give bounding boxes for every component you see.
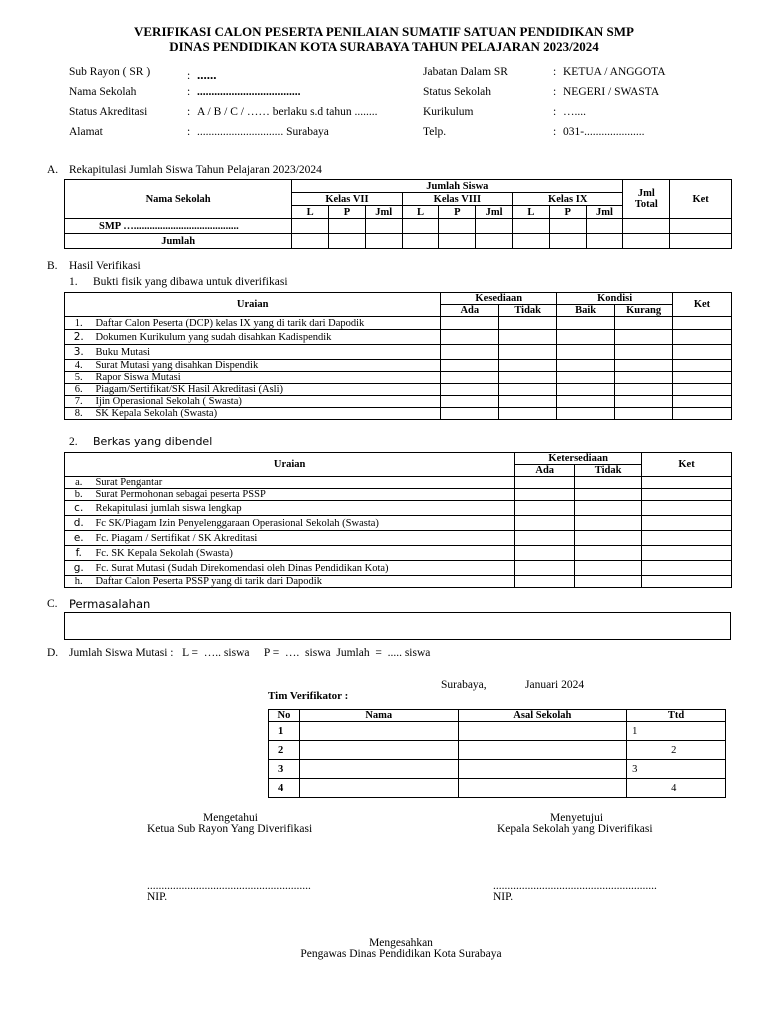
table-row: [269, 741, 726, 760]
title-line-2: DINAS PENDIDIKAN KOTA SURABAYA TAHUN PELAJARAN 2023/2024: [169, 39, 599, 54]
cell[interactable]: [292, 234, 329, 249]
cell[interactable]: [575, 501, 642, 516]
row-letter: c.: [65, 501, 93, 516]
cell[interactable]: [549, 219, 586, 234]
section-c-title: Permasalahan: [69, 597, 151, 611]
cell[interactable]: [365, 219, 402, 234]
col-p: P: [439, 206, 476, 219]
row-no: 2: [269, 741, 300, 760]
permasalahan-box[interactable]: [64, 612, 731, 640]
row-letter: d.: [65, 516, 93, 531]
cell[interactable]: [615, 408, 673, 420]
row-no: 1: [269, 722, 300, 741]
row-letter: h.: [65, 576, 93, 588]
cell[interactable]: [575, 477, 642, 489]
info-colon: :: [187, 106, 191, 118]
row-letter: a.: [65, 477, 93, 489]
status-akreditasi-value: A / B / C / …… berlaku s.d tahun ........: [197, 106, 378, 118]
cell[interactable]: [292, 219, 329, 234]
row-no: 4: [269, 779, 300, 798]
table-row: [65, 576, 732, 588]
row-text: Surat Mutasi yang disahkan Dispendik: [92, 360, 440, 372]
pengawas-label: Pengawas Dinas Pendidikan Kota Surabaya: [300, 948, 502, 960]
cell[interactable]: [513, 219, 550, 234]
subsection-2-number: 2.: [69, 436, 78, 448]
table-row: [65, 516, 732, 531]
col-nama: Nama: [299, 710, 458, 722]
section-b-letter: B.: [47, 260, 58, 272]
cell[interactable]: [557, 345, 615, 360]
col-ada: Ada: [441, 305, 499, 317]
col-ket: Ket: [670, 180, 732, 219]
cell[interactable]: [575, 516, 642, 531]
subsection-1-title: Bukti fisik yang dibawa untuk diverifikasi: [93, 276, 288, 288]
cell[interactable]: [441, 396, 499, 408]
cell[interactable]: [402, 234, 439, 249]
col-tidak: Tidak: [499, 305, 557, 317]
info-label: Kurikulum: [423, 106, 474, 118]
asal-sekolah-cell[interactable]: [458, 760, 627, 779]
row-jumlah-label: Jumlah: [65, 234, 292, 249]
info-colon: :: [187, 70, 191, 82]
cell[interactable]: [515, 501, 575, 516]
cell[interactable]: [515, 531, 575, 546]
table-row: [65, 408, 732, 420]
row-text: Daftar Calon Peserta PSSP yang di tarik dari Dapodik: [92, 576, 514, 588]
cell[interactable]: [575, 546, 642, 561]
cell[interactable]: [615, 360, 673, 372]
col-l: L: [292, 206, 329, 219]
cell[interactable]: [441, 384, 499, 396]
table-row: [65, 546, 732, 561]
col-ketersediaan: Ketersediaan: [515, 453, 642, 465]
cell[interactable]: [623, 234, 670, 249]
row-text: Fc. Piagam / Sertifikat / SK Akreditasi: [92, 531, 514, 546]
row-text: Dokumen Kurikulum yang sudah disahkan Kadispendik: [92, 330, 440, 345]
info-colon: :: [553, 106, 557, 118]
tim-verifikator-title: Tim Verifikator :: [268, 690, 349, 702]
cell[interactable]: [515, 477, 575, 489]
cell[interactable]: [515, 516, 575, 531]
col-tidak: Tidak: [575, 465, 642, 477]
cell[interactable]: [439, 234, 476, 249]
table-row: [269, 779, 726, 798]
row-letter: e.: [65, 531, 93, 546]
cell[interactable]: [673, 408, 732, 420]
cell[interactable]: [439, 219, 476, 234]
section-b-title: Hasil Verifikasi: [69, 260, 141, 272]
row-number: 6.: [65, 384, 93, 396]
col-jumlah-siswa: Jumlah Siswa: [292, 180, 623, 193]
cell[interactable]: [642, 516, 732, 531]
cell[interactable]: [515, 576, 575, 588]
section-a-letter: A.: [47, 164, 59, 176]
col-jml-total: Jml Total: [623, 180, 670, 219]
cell[interactable]: [557, 384, 615, 396]
col-l: L: [513, 206, 550, 219]
ketua-sub-rayon-label: Ketua Sub Rayon Yang Diverifikasi: [147, 823, 313, 835]
nama-cell[interactable]: [299, 760, 458, 779]
sub-rayon-value: ......: [197, 67, 217, 82]
cell[interactable]: [557, 360, 615, 372]
right-nip: NIP.: [493, 891, 514, 903]
cell[interactable]: [670, 234, 732, 249]
status-sekolah-value: NEGERI / SWASTA: [563, 86, 660, 98]
row-text: Fc. SK Kepala Sekolah (Swasta): [92, 546, 514, 561]
row-number: 3.: [65, 345, 93, 360]
col-p: P: [329, 206, 366, 219]
mengesahkan-label: Mengesahkan: [369, 937, 433, 949]
cell[interactable]: [557, 408, 615, 420]
table-row: [65, 501, 732, 516]
row-letter: f.: [65, 546, 93, 561]
nama-cell[interactable]: [299, 722, 458, 741]
col-uraian: Uraian: [65, 293, 441, 317]
cell[interactable]: [575, 531, 642, 546]
section-d-letter: D.: [47, 647, 59, 659]
info-colon: :: [187, 126, 191, 138]
nama-cell[interactable]: [299, 779, 458, 798]
cell[interactable]: [557, 396, 615, 408]
info-label: Nama Sekolah: [69, 86, 137, 98]
info-label: Jabatan Dalam SR: [423, 66, 508, 78]
col-kesediaan: Kesediaan: [441, 293, 557, 305]
cell[interactable]: [499, 345, 557, 360]
cell[interactable]: [673, 330, 732, 345]
cell[interactable]: [549, 234, 586, 249]
cell[interactable]: [515, 546, 575, 561]
cell[interactable]: [642, 501, 732, 516]
col-nama-sekolah: Nama Sekolah: [65, 180, 292, 219]
cell[interactable]: [557, 372, 615, 384]
asal-sekolah-cell[interactable]: [458, 741, 627, 760]
ttd-cell[interactable]: 2: [627, 741, 726, 760]
section-a-title: Rekapitulasi Jumlah Siswa Tahun Pelajaran 2023/2024: [69, 164, 322, 176]
info-label: Sub Rayon ( SR ): [69, 66, 151, 78]
cell[interactable]: [575, 576, 642, 588]
cell[interactable]: [673, 345, 732, 360]
table-row: [65, 561, 732, 576]
cell[interactable]: [673, 372, 732, 384]
cell[interactable]: [441, 330, 499, 345]
col-p: P: [549, 206, 586, 219]
signing-date: Januari 2024: [525, 679, 585, 691]
col-ket: Ket: [673, 293, 732, 317]
cell[interactable]: [642, 561, 732, 576]
info-colon: :: [553, 86, 557, 98]
ttd-cell[interactable]: 1: [627, 722, 726, 741]
kurikulum-value: …....: [563, 106, 586, 118]
col-jml: Jml: [476, 206, 513, 219]
cell[interactable]: [673, 384, 732, 396]
kepala-sekolah-label: Kepala Sekolah yang Diverifikasi: [497, 823, 653, 835]
row-letter: b.: [65, 489, 93, 501]
col-uraian: Uraian: [65, 453, 515, 477]
col-ttd: Ttd: [627, 710, 726, 722]
row-text: Rekapitulasi jumlah siswa lengkap: [92, 501, 514, 516]
asal-sekolah-cell[interactable]: [458, 722, 627, 741]
row-text: SK Kepala Sekolah (Swasta): [92, 408, 440, 420]
cell[interactable]: [615, 384, 673, 396]
cell[interactable]: [513, 234, 550, 249]
ttd-cell[interactable]: 4: [627, 779, 726, 798]
cell[interactable]: [476, 234, 513, 249]
alamat-value: .............................. Surabaya: [197, 126, 329, 138]
table-row: [65, 531, 732, 546]
cell[interactable]: [673, 396, 732, 408]
info-colon: :: [187, 86, 191, 98]
col-kondisi: Kondisi: [557, 293, 673, 305]
left-signature-line: .........................................................: [147, 880, 311, 892]
row-number: 1.: [65, 317, 93, 330]
cell[interactable]: [441, 408, 499, 420]
subsection-1-number: 1.: [69, 276, 78, 288]
berkas-table: [64, 452, 732, 588]
table-row: [65, 477, 732, 489]
cell[interactable]: [441, 360, 499, 372]
cell[interactable]: [642, 531, 732, 546]
cell[interactable]: [499, 360, 557, 372]
table-row: [65, 360, 732, 372]
col-no: No: [269, 710, 300, 722]
cell[interactable]: [365, 234, 402, 249]
cell[interactable]: [402, 219, 439, 234]
cell[interactable]: [557, 317, 615, 330]
table-row: [65, 317, 732, 330]
subsection-2-title: Berkas yang dibendel: [93, 435, 213, 448]
telp-value: 031-.....................: [563, 126, 645, 138]
col-kelas-vii: Kelas VII: [292, 193, 402, 206]
cell[interactable]: [615, 345, 673, 360]
col-kurang: Kurang: [615, 305, 673, 317]
bukti-fisik-table: [64, 292, 732, 420]
cell[interactable]: [642, 546, 732, 561]
cell[interactable]: [476, 219, 513, 234]
row-number: 2.: [65, 330, 93, 345]
info-label: Status Akreditasi: [69, 106, 148, 118]
row-text: Ijin Operasional Sekolah ( Swasta): [92, 396, 440, 408]
row-number: 8.: [65, 408, 93, 420]
signing-place: Surabaya,: [441, 679, 487, 691]
cell[interactable]: [615, 330, 673, 345]
row-smp-label: SMP …........................................: [65, 219, 292, 234]
row-text: Rapor Siswa Mutasi: [92, 372, 440, 384]
cell[interactable]: [575, 561, 642, 576]
cell[interactable]: [499, 396, 557, 408]
cell[interactable]: [586, 234, 623, 249]
table-row: [65, 372, 732, 384]
cell[interactable]: [673, 360, 732, 372]
info-label: Status Sekolah: [423, 86, 492, 98]
col-ket: Ket: [642, 453, 732, 477]
info-colon: :: [553, 126, 557, 138]
row-no: 3: [269, 760, 300, 779]
table-row: [65, 396, 732, 408]
right-signature-line: .........................................................: [493, 880, 657, 892]
row-text: Fc SK/Piagam Izin Penyelenggaraan Operasional Sekolah (Swasta): [92, 516, 514, 531]
row-number: 5.: [65, 372, 93, 384]
table-row: [65, 489, 732, 501]
row-text: Piagam/Sertifikat/SK Hasil Akreditasi (Asli): [92, 384, 440, 396]
row-text: Surat Pengantar: [92, 477, 514, 489]
cell[interactable]: [329, 234, 366, 249]
table-row: [269, 760, 726, 779]
cell[interactable]: [515, 561, 575, 576]
table-row: [65, 234, 732, 249]
cell[interactable]: [441, 372, 499, 384]
verifikator-table: [268, 709, 726, 798]
cell[interactable]: [642, 489, 732, 501]
cell[interactable]: [673, 317, 732, 330]
cell[interactable]: [575, 489, 642, 501]
section-c-letter: C.: [47, 598, 58, 610]
table-row: [65, 219, 732, 234]
row-text: Fc. Surat Mutasi (Sudah Direkomendasi oleh Dinas Pendidikan Kota): [92, 561, 514, 576]
cell[interactable]: [642, 576, 732, 588]
col-jml: Jml: [365, 206, 402, 219]
asal-sekolah-cell[interactable]: [458, 779, 627, 798]
cell[interactable]: [586, 219, 623, 234]
row-text: Surat Permohonan sebagai peserta PSSP: [92, 489, 514, 501]
cell[interactable]: [670, 219, 732, 234]
cell[interactable]: [557, 330, 615, 345]
jumlah-siswa-mutasi: Jumlah Siswa Mutasi : L = ….. siswa P = …. siswa Jumlah = ..... siswa: [69, 647, 431, 659]
cell[interactable]: [329, 219, 366, 234]
cell[interactable]: [623, 219, 670, 234]
cell[interactable]: [499, 317, 557, 330]
col-ada: Ada: [515, 465, 575, 477]
cell[interactable]: [499, 384, 557, 396]
left-nip: NIP.: [147, 891, 168, 903]
rekap-table: [64, 179, 732, 249]
title-line-1: VERIFIKASI CALON PESERTA PENILAIAN SUMATIF SATUAN PENDIDIKAN SMP: [134, 24, 634, 39]
col-kelas-viii: Kelas VIII: [402, 193, 512, 206]
cell[interactable]: [642, 477, 732, 489]
col-jml: Jml: [586, 206, 623, 219]
info-label: Telp.: [423, 126, 447, 138]
table-row: [65, 384, 732, 396]
menyetujui-label: Menyetujui: [550, 812, 604, 824]
cell[interactable]: [499, 330, 557, 345]
info-label: Alamat: [69, 126, 103, 138]
ttd-cell[interactable]: 3: [627, 760, 726, 779]
cell[interactable]: [441, 317, 499, 330]
nama-cell[interactable]: [299, 741, 458, 760]
cell[interactable]: [499, 408, 557, 420]
col-l: L: [402, 206, 439, 219]
table-row: [65, 330, 732, 345]
info-colon: :: [553, 66, 557, 78]
cell[interactable]: [441, 345, 499, 360]
row-number: 4.: [65, 360, 93, 372]
col-kelas-ix: Kelas IX: [513, 193, 623, 206]
cell[interactable]: [515, 489, 575, 501]
row-text: Daftar Calon Peserta (DCP) kelas IX yang di tarik dari Dapodik: [92, 317, 440, 330]
col-asal-sekolah: Asal Sekolah: [458, 710, 627, 722]
cell[interactable]: [499, 372, 557, 384]
col-baik: Baik: [557, 305, 615, 317]
table-row: [269, 722, 726, 741]
row-number: 7.: [65, 396, 93, 408]
cell[interactable]: [615, 372, 673, 384]
table-row: [65, 345, 732, 360]
jabatan-value: KETUA / ANGGOTA: [563, 66, 666, 78]
row-text: Buku Mutasi: [92, 345, 440, 360]
row-letter: g.: [65, 561, 93, 576]
cell[interactable]: [615, 317, 673, 330]
nama-sekolah-value: ....................................: [197, 86, 301, 98]
mengetahui-label: Mengetahui: [203, 812, 258, 824]
cell[interactable]: [615, 396, 673, 408]
